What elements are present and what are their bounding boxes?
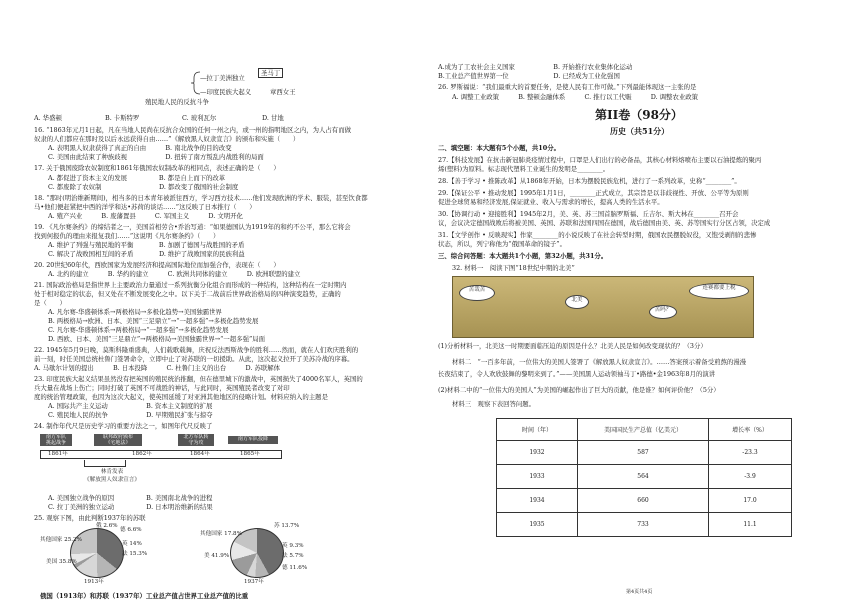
q32-line: 材料二 “一百多年前，一位伟大的美国人签署了《解放黑人奴隶宣言》。……答案预示着备受煎熬的漫漫 bbox=[452, 358, 747, 366]
q18-line: 马•他们便赶紧把中西的洋学和达•苏荷的谈话……”这反映了日本推行（ ） bbox=[34, 203, 256, 211]
q21-line: 处于相对稳定的状态，但又处在不断发展变化之中。以下关于二战前后世界政治格局的四种演变趋势，正确的 bbox=[34, 290, 341, 298]
pie-1913-label: 德 6.6% bbox=[120, 527, 142, 533]
q16-line: A. 表明黑人奴隶获得了真正的自由 B. 南北战争的目的改变 bbox=[48, 144, 232, 152]
cartoon-bubble-right2: 苦吗？ bbox=[649, 305, 677, 319]
table-cell: 660 bbox=[578, 489, 709, 513]
fill-line: 30.【协调行动 • 迎接胜利】1945年2月，美、英、苏三国首脑罗斯福、丘吉尔、斯大林在________召开会 bbox=[438, 210, 739, 218]
timeline-year-2: 1862年 bbox=[132, 451, 152, 457]
q32-line: (2)材料二中的“一位伟大的美国人”为美国的崛起作出了巨大的贡献，他是谁？如何评价他？（5分） bbox=[438, 386, 720, 394]
fill-line: 31.【文学创作 • 反映现实】作家________的小说反映了在社会转型时期，俄国农民摆脱奴役，又饱受剥削的悲惨 bbox=[438, 231, 757, 239]
q23-line: C. 殖民地人民的抗争 D. 早期殖民扩张与掠夺 bbox=[48, 411, 213, 419]
q16-line: C. 美国由此结束了种族歧视 D. 扭转了南方叛乱内战胜利的局面 bbox=[48, 153, 264, 161]
q24-stem: 24. 制作年代尺是历史学习的重要方法之一，如图年代尺反映了 bbox=[34, 422, 213, 430]
table-cell: 1933 bbox=[497, 465, 578, 489]
diagram-branch2: —印度民族大起义 bbox=[200, 88, 252, 96]
fill-line: 28.【善于学习 • 推陈改革】从1868年开始，日本为摆脱民族危机，进行了一系列改革，史称“________”。 bbox=[438, 177, 741, 185]
q16-line: 奴隶的人们都应在那时及以后永远获得自由……”《解放黑人奴隶宣言》的颁布和实施（ ） bbox=[34, 135, 300, 143]
timeline-year-4: 1865年 bbox=[240, 451, 260, 457]
timeline-box-1: 南方军队 挑起战争 bbox=[40, 434, 72, 446]
q19-line: A. 维护了列强与殖民地的平衡 B. 加剧了德国与战胜国的矛盾 bbox=[48, 241, 245, 249]
q17-line: A. 都促进了资本主义的发展 B. 都是自上而下的改革 bbox=[48, 174, 226, 182]
timeline-figure bbox=[40, 434, 280, 492]
table-row bbox=[497, 441, 792, 465]
q18-line: A. 殖产兴业 B. 废藩置县 C. 军国主义 D. 文明开化 bbox=[48, 212, 243, 220]
table-row bbox=[497, 465, 792, 489]
q19-line: 19. 《凡尔赛条约》的缔结者之一，美国首相劳合•乔治写道：“如果德国认为1919年的和约不公平，那么它将会 bbox=[34, 223, 351, 231]
timeline-box-2: 联邦政府颁布 《宅地法》 bbox=[94, 434, 142, 446]
q23-line: A. 国际共产主义运动 B. 资本主义制度的扩展 bbox=[48, 402, 213, 410]
q25-opt-line: B.工业总产值世界第一位 D. 已经成为工业化强国 bbox=[438, 72, 620, 80]
q25-stem: 25. 观察下图，由此判断1937年的苏联 bbox=[34, 514, 146, 522]
q23-line: 兵大量在战场上伤亡；同时打破了英国不可战胜的神话，与此同时，英国殖民者改变了对印 bbox=[34, 384, 290, 392]
timeline-box-3: 北方军队转 守为攻 bbox=[178, 434, 214, 446]
diagram-branch1-box: 圣马丁 bbox=[258, 68, 283, 78]
q15-opt-a: A. 华盛顿 bbox=[34, 114, 62, 122]
table-cell: 564 bbox=[578, 465, 709, 489]
pie-1937-label: 德 11.6% bbox=[282, 565, 308, 571]
q22-line: 22. 1945年5月9日晚，莫斯科隆重盛典，人们载歌载舞，庆祝反法西斯战争的胜利……然而，就在人们欢庆胜利的 bbox=[34, 346, 359, 354]
table-header: 美国国民生产总值（亿美元） bbox=[578, 419, 709, 441]
timeline-box-4: 南方军队投降 bbox=[228, 436, 278, 444]
fill-line: 烯(塑料)为原料。标志现代塑料工业诞生的发明是________。 bbox=[438, 165, 610, 173]
pie-1937-label: 美 41.9% bbox=[204, 553, 230, 559]
table-header-row bbox=[497, 419, 792, 441]
table-header: 时间（年） bbox=[497, 419, 578, 441]
q15-opt-c: C. 玻利瓦尔 bbox=[182, 114, 217, 122]
q16-line: 16. “1863年元月1日起，凡在当地人民尚在反抗合众国的任何一州之内，或一州的指明地区之内，为人占有而做 bbox=[34, 126, 351, 134]
pie-chart-1913 bbox=[40, 522, 150, 588]
q17-line: C. 都废除了农奴制 D. 都改变了俄国的社会制度 bbox=[48, 183, 239, 191]
cartoon-bubble-right: 连赛都要上税 bbox=[689, 283, 749, 299]
cartoon-bubble-left: 苦哉苦 bbox=[459, 285, 495, 301]
table-cell: -3.9 bbox=[709, 465, 792, 489]
q32-line: (1)分析材料一，北美这一时期要面临压迫的原因是什么？北美人民是如何改变现状的？（3分） bbox=[438, 342, 707, 350]
q24-opt-line: A. 美国独立战争的原因 B. 美国南北战争的进程 bbox=[48, 494, 213, 502]
q24-opt-line: C. 拉丁美洲的独立运动 D. 日本明治维新的结果 bbox=[48, 503, 213, 511]
cartoon-image bbox=[452, 276, 754, 338]
q19-line: C. 解决了战败国相互间的矛盾 D. 维护了战败国家的民族利益 bbox=[48, 250, 245, 258]
q21-line: 21. 国际政治格局是指世界上主要政治力量通过一系列抗衡分化组合而形成的一种结构，这种结构在一定时期内 bbox=[34, 281, 347, 289]
pie-1913-label: 俄 2.6% bbox=[96, 523, 118, 529]
pie-1937-year: 1937年 bbox=[244, 579, 264, 585]
q23-line: 度的统治管理政策，也因为这次大起义，使英国延缓了对亚洲其他地区的侵略计划。材料应纳入的主题是 bbox=[34, 393, 328, 401]
timeline-bottom-label: 林肯发表 《解放黑人奴隶宣言》 bbox=[84, 469, 140, 483]
right-column bbox=[430, 0, 860, 608]
q21-line: 是（ ） bbox=[34, 299, 66, 307]
fill-line: 促进全球贸易和经济发展,保证就业、收入与需求的增长，提高人类的生活水平。 bbox=[438, 198, 664, 206]
q23-line: 23. 印度民族大起义结果虽然没有把英国的殖民统治推翻，但在德里城下的激战中，英国损失了4000名军人，英国的 bbox=[34, 375, 363, 383]
diagram-branch2-box: 章西女王 bbox=[270, 88, 296, 96]
q32-line: 长夜结束了，令人欢欣鼓舞的黎明来到了。”——美国黑人运动领袖马丁•路德•金1963年8月的演讲 bbox=[438, 370, 716, 378]
section3-heading: 三、综合问答题：本大题共1个小题，第32小题，共31分。 bbox=[438, 252, 608, 260]
pie-1937-label: 法 5.7% bbox=[282, 553, 304, 559]
table-cell: 587 bbox=[578, 441, 709, 465]
part-title: 第II卷（98分） bbox=[595, 108, 683, 122]
timeline-year-1: 1861年 bbox=[48, 451, 68, 457]
q20-line: 20. 20世纪60年代，西欧国家为发展经济和提高国际地位而加强合作，表现在（ ） bbox=[34, 261, 280, 269]
q32-heading: 32. 材料一 阅读下图“18世纪中期的北美” bbox=[452, 264, 575, 272]
q32-line: 材料三 观察下表回答问题。 bbox=[452, 400, 536, 408]
q18-line: 18. “那时(明治维新期间)，相当多的日本青年被派往西方，学习西方技术……他们发现欧洲的学术、服装，甚至饮食都 bbox=[34, 194, 368, 202]
table-row bbox=[497, 513, 792, 537]
fill-line: 议，会议决定德国战败后将被美国、英国、苏联和法国四国在德国，战后德国由美、英、苏等国实行分区占领，决定成 bbox=[438, 219, 771, 227]
q21-line: B. 两极格局→欧洲、日本、美国“三足鼎立”→“一超多强”→多极化趋势发展 bbox=[48, 317, 259, 325]
pie-1937-label: 苏 13.7% bbox=[274, 523, 300, 529]
table-cell: 1935 bbox=[497, 513, 578, 537]
q26-line: 26. 罗斯福说：“我们最重大的首要任务，是使人民有工作可做。”下列最能体现这一主张的是 bbox=[438, 83, 697, 91]
pie-chart-1937 bbox=[200, 522, 310, 588]
subject-title: 历史（共51分） bbox=[610, 126, 670, 136]
pie-1913-label: 法 15.3% bbox=[122, 551, 148, 557]
fill-line: 状态，所以，列宁称他为“俄国革命的镜子”。 bbox=[438, 240, 566, 248]
q26-line: A. 调整工业政策 B. 整顿金融体系 C. 推行以工代赈 D. 调整农业政策 bbox=[452, 93, 699, 101]
section2-heading: 二、填空题：本大题有5个小题，共10分。 bbox=[438, 144, 560, 152]
q17-line: 17. 关于俄国废除农奴制度和1861年俄国农奴制改革的相同点，表述正确的是（ ） bbox=[34, 164, 280, 172]
cartoon-bubble-center: 北美 bbox=[565, 295, 589, 309]
q21-line: A. 凡尔赛-华盛顿体系→两极格局→多极化趋势→美国独霸世界 bbox=[48, 308, 222, 316]
table-cell: 1934 bbox=[497, 489, 578, 513]
q19-line: 找到何报仇的理由来报复我们……”这说明《凡尔赛条约》（ ） bbox=[34, 232, 220, 240]
table-header: 增长率（%） bbox=[709, 419, 792, 441]
q21-line: D. 西欧、日本、美国“三足鼎立”→两极格局→美国独霸世界→“一超多强”局面 bbox=[48, 335, 266, 343]
pie-1937-label: 其他国家 17.8% bbox=[200, 531, 242, 537]
diagram-root: 殖民地人民的反抗斗争 bbox=[145, 98, 209, 106]
table-cell: 733 bbox=[578, 513, 709, 537]
gdp-table bbox=[496, 418, 792, 537]
diagram-brace bbox=[190, 70, 202, 96]
pie-1913-label: 其他国家 25.2% bbox=[40, 537, 82, 543]
q21-line: C. 凡尔赛-华盛顿体系→两极格局→“一超多强”→多极化趋势发展 bbox=[48, 326, 229, 334]
table-cell: -23.3 bbox=[709, 441, 792, 465]
table-row bbox=[497, 489, 792, 513]
pie-caption: 俄国（1913年）和苏联（1937年）工业总产值占世界工业总产值的比重 bbox=[40, 592, 249, 600]
timeline-bottom-bracket bbox=[84, 460, 126, 467]
fill-line: 27.【科技发展】在抗击新冠肺炎疫情过程中，口罩是人们出行的必备品，其核心材料熔喷布主要以石油提炼的聚丙 bbox=[438, 156, 762, 164]
q25-opt-line: A.成为了工农社会主义国家 B. 开始推行农业集体化运动 bbox=[438, 63, 633, 71]
pie-1913-year: 1913年 bbox=[84, 579, 104, 585]
table-cell: 11.1 bbox=[709, 513, 792, 537]
pie-1913-label: 英 14% bbox=[122, 541, 142, 547]
table-cell: 1932 bbox=[497, 441, 578, 465]
q22-line: 前一刻，时任美国总统杜鲁门签署命令，立即中止了对苏联的一切援助。从此，这次起义拉开了美苏冷战的序幕。 bbox=[34, 355, 354, 363]
fill-line: 29.【保证公平 • 推动发展】1995年1月1日，________正式成立，其宗旨是以非歧视性、开放、公平等为原则 bbox=[438, 189, 749, 197]
q22-line: A. 马歇尔计划的提出 B. 日本投降 C. 杜鲁门主义的出台 D. 苏联解体 bbox=[34, 364, 281, 372]
pie-1937-label: 英 9.3% bbox=[282, 543, 304, 549]
table-cell: 17.0 bbox=[709, 489, 792, 513]
diagram-branch1: —拉丁美洲独立 bbox=[200, 74, 245, 82]
timeline-year-3: 1864年 bbox=[190, 451, 210, 457]
page-footer: 第4页共4页 bbox=[626, 589, 653, 595]
q20-line: A. 北约的建立 B. 华约的建立 C. 欧洲共同体的建立 D. 欧洲联盟的建立 bbox=[48, 270, 301, 278]
pie-1913-label: 美国 35.8% bbox=[46, 559, 77, 565]
q15-opt-b: B. 卡斯特罗 bbox=[105, 114, 140, 122]
q15-opt-d: D. 甘地 bbox=[262, 114, 284, 122]
